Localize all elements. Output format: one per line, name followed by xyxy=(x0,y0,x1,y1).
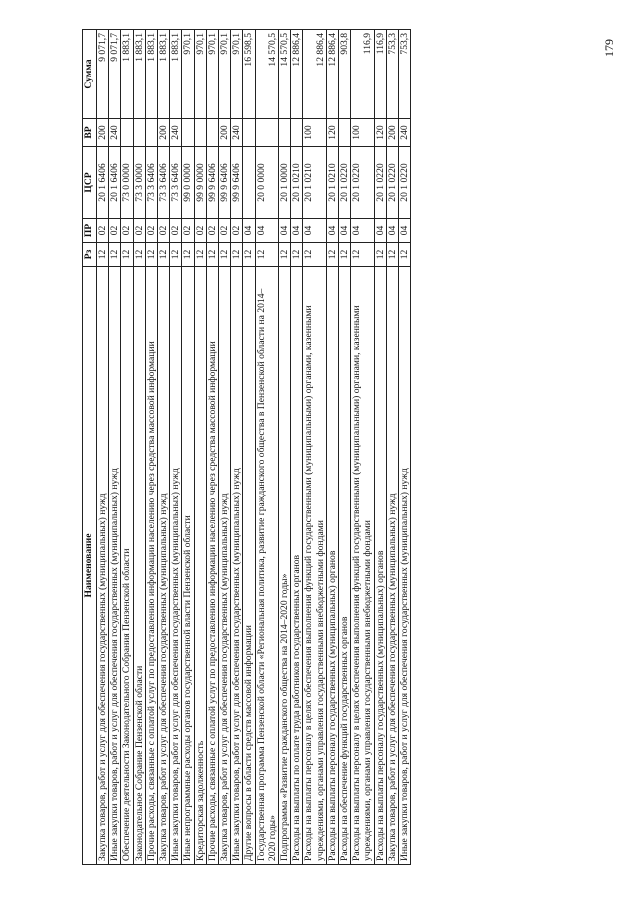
cell-vr xyxy=(182,119,194,147)
cell-csr: 99 9 0000 xyxy=(194,147,206,219)
cell-vr xyxy=(279,119,291,147)
cell-pr: 02 xyxy=(133,219,145,243)
cell-csr: 20 1 0210 xyxy=(326,147,338,219)
cell-vr: 240 xyxy=(109,119,121,147)
cell-rz: 12 xyxy=(182,243,194,267)
table-row xyxy=(145,30,157,865)
table-row xyxy=(194,30,206,865)
cell-sum: 970,1 xyxy=(219,30,231,119)
cell-rz: 12 xyxy=(219,243,231,267)
table-row xyxy=(326,30,338,865)
cell-vr xyxy=(255,119,278,147)
cell-csr: 99 9 6406 xyxy=(219,147,231,219)
cell-rz: 12 xyxy=(303,243,326,267)
cell-pr: 04 xyxy=(291,219,303,243)
cell-rz: 12 xyxy=(339,243,351,267)
cell-csr: 99 9 6406 xyxy=(231,147,243,219)
cell-sum: 970,1 xyxy=(182,30,194,119)
cell-sum: 970,1 xyxy=(231,30,243,119)
cell-name: Расходы на выплаты персоналу в целях обеспечения выполнения функций государственными (муниципальными) органами, казенными учреждениями, органами управления государственными внебюджетными фондами xyxy=(303,267,326,865)
table-row xyxy=(219,30,231,865)
table-header-row xyxy=(83,30,97,865)
cell-name: Расходы на выплаты по оплате труда работников государственных органов xyxy=(291,267,303,865)
cell-pr: 02 xyxy=(219,219,231,243)
cell-csr: 20 1 0220 xyxy=(374,147,386,219)
cell-name: Расходы на выплаты персоналу государственных (муниципальных) органов xyxy=(374,267,386,865)
cell-vr: 200 xyxy=(158,119,170,147)
table-row xyxy=(399,30,411,865)
cell-name: Иные закупки товаров, работ и услуг для обеспечения государственных (муниципальных) нужд xyxy=(109,267,121,865)
budget-table xyxy=(82,29,411,865)
table-row xyxy=(279,30,291,865)
cell-rz: 12 xyxy=(374,243,386,267)
cell-sum: 14 570,5 xyxy=(255,30,278,119)
header-rz: Рз xyxy=(83,243,97,267)
header-csr: ЦСР xyxy=(83,147,97,219)
cell-sum: 753,3 xyxy=(399,30,411,119)
cell-vr: 120 xyxy=(374,119,386,147)
cell-pr: 02 xyxy=(194,219,206,243)
cell-pr: 04 xyxy=(399,219,411,243)
cell-sum: 1 883,1 xyxy=(158,30,170,119)
cell-vr xyxy=(291,119,303,147)
cell-csr: 73 3 6406 xyxy=(170,147,182,219)
cell-vr: 240 xyxy=(170,119,182,147)
cell-name: Обеспечение деятельности Законодательного Собрания Пензенской области xyxy=(121,267,133,865)
cell-sum: 16 598,5 xyxy=(243,30,255,119)
cell-csr: 20 1 0220 xyxy=(386,147,398,219)
cell-rz: 12 xyxy=(399,243,411,267)
cell-vr: 100 xyxy=(351,119,374,147)
cell-vr xyxy=(133,119,145,147)
cell-pr: 02 xyxy=(182,219,194,243)
cell-pr: 04 xyxy=(374,219,386,243)
table-row xyxy=(182,30,194,865)
table-row xyxy=(386,30,398,865)
cell-sum: 753,3 xyxy=(386,30,398,119)
cell-vr xyxy=(206,119,218,147)
cell-sum: 970,1 xyxy=(206,30,218,119)
cell-sum: 116,9 xyxy=(351,30,374,119)
cell-name: Подпрограмма «Развитие гражданского общества на 2014–2020 годы» xyxy=(279,267,291,865)
table-row xyxy=(303,30,326,865)
cell-pr: 02 xyxy=(206,219,218,243)
cell-csr: 73 3 6406 xyxy=(158,147,170,219)
budget-table-rotated xyxy=(82,30,562,865)
cell-csr: 20 1 6406 xyxy=(109,147,121,219)
cell-vr: 100 xyxy=(303,119,326,147)
cell-sum: 12 886,4 xyxy=(303,30,326,119)
cell-rz: 12 xyxy=(133,243,145,267)
table-row xyxy=(109,30,121,865)
cell-sum: 116,9 xyxy=(374,30,386,119)
cell-rz: 12 xyxy=(326,243,338,267)
cell-name: Иные закупки товаров, работ и услуг для обеспечения государственных (муниципальных) нужд xyxy=(399,267,411,865)
cell-csr xyxy=(243,147,255,219)
cell-csr: 20 1 0220 xyxy=(339,147,351,219)
cell-vr: 240 xyxy=(231,119,243,147)
cell-vr xyxy=(243,119,255,147)
cell-csr: 99 9 6406 xyxy=(206,147,218,219)
cell-vr: 200 xyxy=(97,119,109,147)
cell-vr xyxy=(339,119,351,147)
cell-sum: 1 883,1 xyxy=(170,30,182,119)
cell-name: Закупка товаров, работ и услуг для обеспечения государственных (муниципальных) нужд xyxy=(97,267,109,865)
cell-pr: 04 xyxy=(303,219,326,243)
cell-rz: 12 xyxy=(255,243,278,267)
table-row xyxy=(170,30,182,865)
cell-name: Расходы на выплаты персоналу государственных (муниципальных) органов xyxy=(326,267,338,865)
cell-csr: 20 1 0210 xyxy=(291,147,303,219)
table-row xyxy=(133,30,145,865)
cell-rz: 12 xyxy=(158,243,170,267)
cell-csr: 20 1 6406 xyxy=(97,147,109,219)
cell-csr: 73 3 6406 xyxy=(145,147,157,219)
cell-sum: 9 071,7 xyxy=(109,30,121,119)
cell-csr: 99 0 0000 xyxy=(182,147,194,219)
table-body xyxy=(97,30,411,865)
cell-sum: 1 883,1 xyxy=(133,30,145,119)
cell-vr xyxy=(194,119,206,147)
cell-rz: 12 xyxy=(279,243,291,267)
cell-pr: 02 xyxy=(145,219,157,243)
cell-rz: 12 xyxy=(243,243,255,267)
header-name: Наименование xyxy=(83,267,97,865)
cell-sum: 970,1 xyxy=(194,30,206,119)
cell-rz: 12 xyxy=(231,243,243,267)
cell-vr: 120 xyxy=(326,119,338,147)
cell-name: Закупка товаров, работ и услуг для обеспечения государственных (муниципальных) нужд xyxy=(386,267,398,865)
cell-sum: 12 886,4 xyxy=(291,30,303,119)
cell-vr: 200 xyxy=(386,119,398,147)
header-vr: ВР xyxy=(83,119,97,147)
cell-rz: 12 xyxy=(121,243,133,267)
cell-rz: 12 xyxy=(145,243,157,267)
cell-pr: 04 xyxy=(351,219,374,243)
cell-name: Государственная программа Пензенской области «Региональная политика, развитие гражданского общества в Пензенской области на 2014–2020 годы» xyxy=(255,267,278,865)
cell-vr: 200 xyxy=(219,119,231,147)
cell-name: Кредиторская задолженность xyxy=(194,267,206,865)
cell-rz: 12 xyxy=(206,243,218,267)
cell-name: Закупка товаров, работ и услуг для обеспечения государственных (муниципальных) нужд xyxy=(219,267,231,865)
cell-pr: 04 xyxy=(339,219,351,243)
cell-name: Расходы на выплаты персоналу в целях обеспечения выполнения функций государственными (муниципальными) органами, казенными учреждениями, органами управления государственными внебюджетными фондами xyxy=(351,267,374,865)
cell-name: Прочие расходы, связанные с оплатой услуг по предоставлению информации населению через средства массовой информации xyxy=(206,267,218,865)
table-row xyxy=(158,30,170,865)
table-row xyxy=(351,30,374,865)
cell-csr: 20 1 0000 xyxy=(279,147,291,219)
cell-pr: 04 xyxy=(255,219,278,243)
cell-name: Иные непрограммные расходы органов государственной власти Пензенской области xyxy=(182,267,194,865)
cell-name: Прочие расходы, связанные с оплатой услуг по предоставлению информации населению через средства массовой информации xyxy=(145,267,157,865)
cell-name: Расходы на обеспечение функций государственных органов xyxy=(339,267,351,865)
table-row xyxy=(339,30,351,865)
cell-pr: 02 xyxy=(109,219,121,243)
table-row xyxy=(255,30,278,865)
table-row xyxy=(121,30,133,865)
table-row xyxy=(374,30,386,865)
cell-pr: 02 xyxy=(231,219,243,243)
cell-sum: 903,8 xyxy=(339,30,351,119)
cell-name: Законодательное Собрание Пензенской области xyxy=(133,267,145,865)
cell-pr: 04 xyxy=(243,219,255,243)
cell-rz: 12 xyxy=(97,243,109,267)
cell-pr: 02 xyxy=(158,219,170,243)
cell-rz: 12 xyxy=(170,243,182,267)
cell-csr: 20 0 0000 xyxy=(255,147,278,219)
cell-csr: 73 0 0000 xyxy=(121,147,133,219)
header-pr: ПР xyxy=(83,219,97,243)
cell-name: Закупка товаров, работ и услуг для обеспечения государственных (муниципальных) нужд xyxy=(158,267,170,865)
cell-csr: 20 1 0220 xyxy=(399,147,411,219)
cell-csr: 20 1 0220 xyxy=(351,147,374,219)
table-row xyxy=(243,30,255,865)
table-row xyxy=(231,30,243,865)
cell-sum: 9 071,7 xyxy=(97,30,109,119)
cell-name: Иные закупки товаров, работ и услуг для обеспечения государственных (муниципальных) нужд xyxy=(231,267,243,865)
cell-pr: 02 xyxy=(97,219,109,243)
cell-vr xyxy=(145,119,157,147)
cell-rz: 12 xyxy=(351,243,374,267)
header-sum: Сумма xyxy=(83,30,97,119)
table-row xyxy=(206,30,218,865)
table-row xyxy=(291,30,303,865)
cell-pr: 02 xyxy=(121,219,133,243)
budget-table-viewport xyxy=(82,30,562,865)
cell-sum: 1 883,1 xyxy=(121,30,133,119)
table-row xyxy=(97,30,109,865)
cell-csr: 20 1 0210 xyxy=(303,147,326,219)
cell-vr xyxy=(121,119,133,147)
cell-sum: 14 570,5 xyxy=(279,30,291,119)
cell-rz: 12 xyxy=(109,243,121,267)
cell-pr: 04 xyxy=(386,219,398,243)
cell-pr: 02 xyxy=(170,219,182,243)
cell-csr: 73 3 0000 xyxy=(133,147,145,219)
cell-rz: 12 xyxy=(194,243,206,267)
cell-sum: 12 886,4 xyxy=(326,30,338,119)
cell-pr: 04 xyxy=(326,219,338,243)
cell-name: Другие вопросы в области средств массовой информации xyxy=(243,267,255,865)
cell-pr: 04 xyxy=(279,219,291,243)
page-number: 179 xyxy=(602,39,616,57)
cell-sum: 1 883,1 xyxy=(145,30,157,119)
cell-rz: 12 xyxy=(291,243,303,267)
cell-name: Иные закупки товаров, работ и услуг для обеспечения государственных (муниципальных) нужд xyxy=(170,267,182,865)
cell-vr: 240 xyxy=(399,119,411,147)
cell-rz: 12 xyxy=(386,243,398,267)
